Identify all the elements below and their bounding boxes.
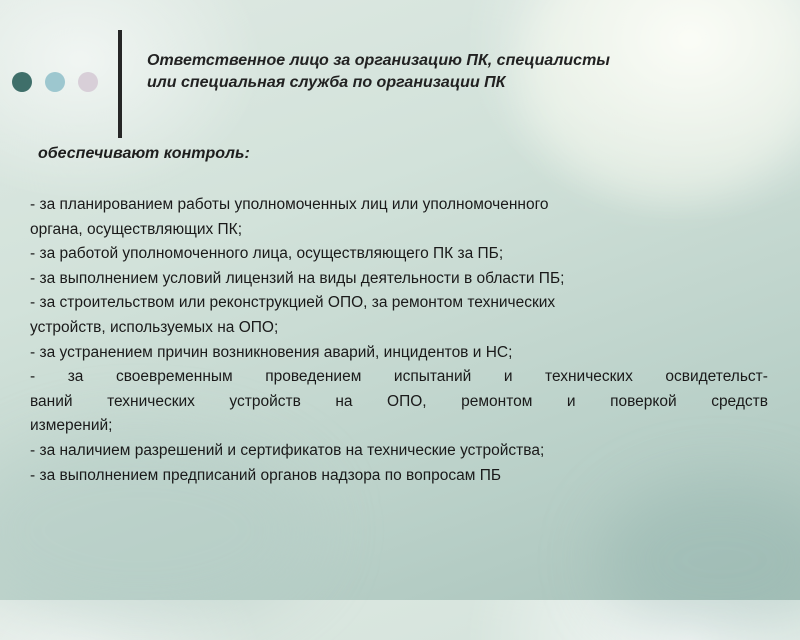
body-line: - за наличием разрешений и сертификатов на технические устройства;	[30, 441, 545, 459]
word: устройств	[229, 392, 301, 410]
circle-icon	[78, 72, 98, 92]
body-line: - за работой уполномоченного лица, осуществляющего ПК за ПБ;	[30, 245, 504, 263]
body-line: - за строительством или реконструкцией ОПО, за ремонтом технических	[30, 294, 556, 312]
circle-icon	[12, 72, 32, 92]
decorative-dots	[12, 72, 108, 92]
body-line: органа, осуществляющих ПК;	[30, 220, 243, 238]
word: средств	[711, 392, 768, 410]
word: за	[67, 368, 84, 386]
word: своевременным	[115, 368, 233, 386]
body-line: - за выполнением условий лицензий на виды деятельности в области ПБ;	[30, 269, 565, 287]
word: технических	[545, 368, 633, 386]
body-line-justified	[30, 365, 768, 390]
title-divider	[118, 30, 122, 138]
body-line-justified	[30, 390, 768, 415]
word: поверкой	[610, 392, 677, 410]
word: ваний	[30, 392, 73, 410]
background-glow	[520, 0, 800, 200]
word: технических	[107, 392, 195, 410]
word: проведением	[265, 368, 362, 386]
word: испытаний	[393, 368, 472, 386]
body-text	[30, 193, 768, 488]
body-line: измерений;	[30, 417, 113, 435]
body-line: - за устранением причин возникновения аварий, инцидентов и НС;	[30, 343, 513, 361]
subheading: обеспечивают контроль:	[38, 145, 250, 162]
word: -	[30, 368, 36, 386]
slide-title-line: Ответственное лицо за организацию ПК, специалисты	[147, 52, 610, 69]
body-line: - за планированием работы уполномоченных лиц или уполномоченного	[30, 196, 549, 213]
circle-icon	[45, 72, 65, 92]
slide-title-line: или специальная служба по организации ПК	[147, 74, 506, 91]
slide-title	[147, 50, 767, 94]
word: и	[566, 392, 576, 410]
word: ремонтом	[461, 392, 533, 410]
word: ОПО,	[387, 392, 427, 410]
body-line: - за выполнением предписаний органов надзора по вопросам ПБ	[30, 466, 502, 484]
word: освидетельст-	[665, 368, 768, 386]
word: и	[503, 368, 513, 386]
background-glow	[600, 480, 800, 640]
word: на	[335, 392, 353, 410]
body-line: устройств, используемых на ОПО;	[30, 318, 279, 336]
